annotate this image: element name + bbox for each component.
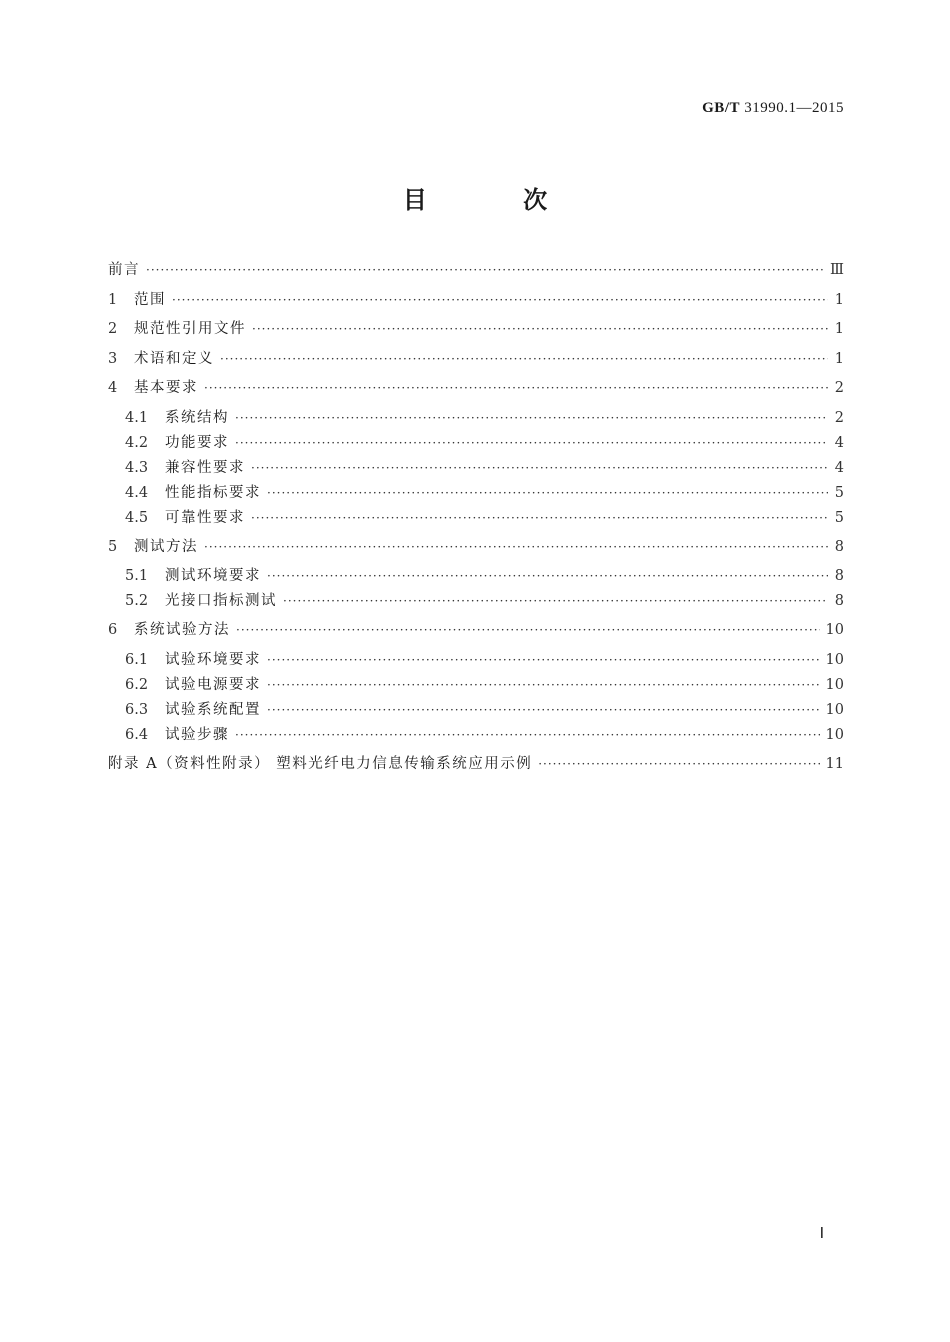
toc-entry-4-4[interactable] bbox=[108, 481, 844, 506]
toc-entry-5-1[interactable] bbox=[108, 564, 844, 589]
toc-label: 试验系统配置 bbox=[165, 701, 261, 718]
toc-entry-6-3[interactable] bbox=[108, 698, 844, 723]
toc-page: 5 bbox=[834, 509, 844, 526]
toc-label: 试验电源要求 bbox=[165, 676, 261, 693]
toc-entry-1[interactable] bbox=[108, 288, 844, 318]
toc-entry-6-1[interactable] bbox=[108, 648, 844, 673]
toc-entry-4-3[interactable] bbox=[108, 456, 844, 481]
toc-page: 1 bbox=[834, 321, 844, 337]
toc-label: 可靠性要求 bbox=[165, 509, 245, 526]
toc-leader bbox=[267, 648, 820, 673]
toc-page: 2 bbox=[834, 409, 844, 426]
toc-page: Ⅲ bbox=[830, 262, 844, 278]
toc-page: 1 bbox=[834, 291, 844, 308]
toc-page: 11 bbox=[825, 755, 844, 772]
toc-number: 4 bbox=[108, 380, 118, 396]
toc-entry-6-2[interactable] bbox=[108, 673, 844, 698]
toc-page: 4 bbox=[834, 434, 844, 451]
toc-leader bbox=[252, 317, 828, 342]
toc-leader bbox=[235, 723, 820, 748]
toc-number: 5 bbox=[108, 538, 118, 555]
toc-entry-3[interactable] bbox=[108, 347, 844, 377]
toc-page: 10 bbox=[825, 622, 844, 638]
toc-number: 2 bbox=[108, 321, 118, 337]
toc-number: 6 bbox=[108, 622, 118, 638]
toc-leader bbox=[538, 752, 819, 777]
toc-leader bbox=[235, 431, 828, 456]
toc-label: 范围 bbox=[134, 291, 166, 308]
toc-label: 系统结构 bbox=[165, 409, 229, 426]
toc-number: 5.1 bbox=[125, 568, 149, 584]
toc-leader bbox=[251, 456, 828, 481]
toc-entry-4-1[interactable] bbox=[108, 406, 844, 431]
toc-label: 系统试验方法 bbox=[134, 622, 230, 638]
toc-entry-4[interactable] bbox=[108, 376, 844, 406]
page-title: 目 次 bbox=[402, 186, 592, 214]
toc-page: 2 bbox=[834, 380, 844, 396]
toc-page: 10 bbox=[825, 701, 844, 718]
toc-page: 5 bbox=[834, 484, 844, 501]
toc-number: 4.4 bbox=[125, 484, 149, 501]
toc-number: 4.3 bbox=[125, 459, 149, 476]
toc-label: 兼容性要求 bbox=[165, 459, 245, 476]
toc-number: 3 bbox=[108, 350, 118, 367]
toc-entry-foreword[interactable] bbox=[108, 258, 844, 288]
toc-page: 10 bbox=[825, 651, 844, 668]
toc-label: 测试方法 bbox=[134, 538, 198, 555]
toc-leader bbox=[236, 618, 820, 643]
toc-label: 光接口指标测试 bbox=[165, 593, 277, 609]
toc-leader bbox=[283, 589, 828, 614]
toc-leader bbox=[204, 535, 828, 560]
toc-number: 6.3 bbox=[125, 701, 149, 718]
toc-label: 试验步骤 bbox=[165, 726, 229, 743]
toc-label: 性能指标要求 bbox=[165, 484, 261, 501]
toc-label: 前言 bbox=[108, 262, 140, 278]
toc-number: 4.5 bbox=[125, 509, 149, 526]
toc-number: 4.1 bbox=[125, 409, 149, 426]
toc-leader bbox=[267, 481, 828, 506]
toc-leader bbox=[172, 288, 828, 313]
toc-page: 8 bbox=[834, 593, 844, 609]
table-of-contents bbox=[108, 258, 844, 781]
toc-label: 术语和定义 bbox=[134, 350, 214, 367]
toc-entry-5-2[interactable] bbox=[108, 589, 844, 614]
toc-leader bbox=[267, 698, 820, 723]
toc-entry-6[interactable] bbox=[108, 618, 844, 648]
toc-number: 5.2 bbox=[125, 593, 149, 609]
toc-leader bbox=[267, 564, 828, 589]
toc-label: 附录 A（资料性附录） 塑料光纤电力信息传输系统应用示例 bbox=[108, 755, 533, 772]
standard-prefix: GB/T bbox=[702, 100, 740, 116]
toc-page: 10 bbox=[825, 726, 844, 743]
page-number: Ⅰ bbox=[819, 1226, 824, 1242]
toc-page: 10 bbox=[825, 676, 844, 693]
toc-entry-annex-a[interactable] bbox=[108, 752, 844, 782]
toc-entry-6-4[interactable] bbox=[108, 723, 844, 748]
toc-page: 1 bbox=[834, 350, 844, 367]
toc-number: 4.2 bbox=[125, 434, 149, 451]
toc-label: 测试环境要求 bbox=[165, 568, 261, 584]
standard-code: 31990.1—2015 bbox=[744, 100, 844, 116]
toc-number: 6.2 bbox=[125, 676, 149, 693]
toc-entry-2[interactable] bbox=[108, 317, 844, 347]
toc-page: 4 bbox=[834, 459, 844, 476]
toc-number: 6.1 bbox=[125, 651, 149, 668]
standard-number bbox=[702, 100, 844, 117]
toc-number: 1 bbox=[108, 291, 118, 308]
toc-leader bbox=[235, 406, 828, 431]
toc-leader bbox=[220, 347, 828, 372]
toc-entry-4-5[interactable] bbox=[108, 506, 844, 531]
toc-number: 6.4 bbox=[125, 726, 149, 743]
toc-label: 规范性引用文件 bbox=[134, 321, 246, 337]
toc-label: 基本要求 bbox=[134, 380, 198, 396]
toc-page: 8 bbox=[834, 538, 844, 555]
toc-label: 试验环境要求 bbox=[165, 651, 261, 668]
toc-page: 8 bbox=[834, 568, 844, 584]
toc-leader bbox=[267, 673, 820, 698]
toc-entry-5[interactable] bbox=[108, 535, 844, 565]
toc-leader bbox=[146, 258, 824, 283]
toc-entry-4-2[interactable] bbox=[108, 431, 844, 456]
toc-leader bbox=[251, 506, 828, 531]
toc-label: 功能要求 bbox=[165, 434, 229, 451]
toc-leader bbox=[204, 376, 828, 401]
